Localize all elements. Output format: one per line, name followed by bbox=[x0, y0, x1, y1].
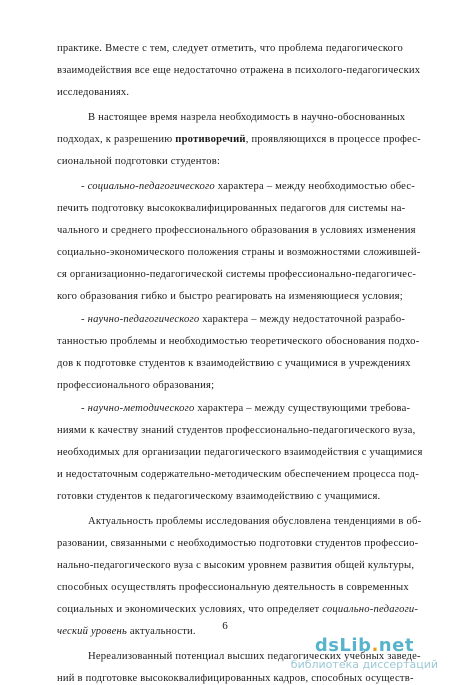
text-segment: профессионального образования; bbox=[57, 380, 215, 391]
text-line bbox=[57, 490, 403, 503]
text-segment: - bbox=[81, 181, 88, 192]
text-line bbox=[88, 515, 422, 528]
text-segment: практике. Вместе с тем, следует отметить, что проблема педагогического bbox=[57, 43, 403, 54]
italic-term: научно-методического bbox=[87, 403, 195, 414]
text-line bbox=[57, 224, 416, 237]
text-line bbox=[57, 202, 406, 215]
watermark-logo-main: dsLib bbox=[314, 635, 372, 656]
text-segment: разовании, связанными с необходимостью подготовки студентов профессио- bbox=[57, 538, 419, 549]
text-line bbox=[57, 42, 403, 55]
italic-term: социально-педагогического bbox=[87, 181, 215, 192]
text-line bbox=[57, 246, 421, 259]
text-line bbox=[57, 446, 423, 459]
text-segment: танностью проблемы и необходимостью теоретического обоснования подхо- bbox=[57, 336, 420, 347]
text-segment: печить подготовку высококвалифицированных педагогов для системы на- bbox=[57, 203, 406, 214]
text-segment: Нереализованный потенциал высших педагогических учебных заведе- bbox=[88, 651, 421, 662]
text-segment: - bbox=[81, 403, 88, 414]
italic-term: социально-педагоги- bbox=[322, 604, 419, 615]
text-segment: нально-педагогического вуза с высоким уровнем развития общей культуры, bbox=[57, 560, 415, 571]
text-segment: дов к подготовке студентов к взаимодействию с учащимися в учреждениях bbox=[57, 358, 411, 369]
watermark bbox=[291, 635, 438, 671]
text-line bbox=[81, 313, 406, 326]
bold-term: противоречий bbox=[175, 134, 246, 145]
text-line bbox=[57, 603, 419, 616]
text-segment: ниями к качеству знаний студентов профессионально-педагогического вуза, bbox=[57, 425, 416, 436]
text-line bbox=[57, 86, 403, 99]
text-segment: сиональной подготовки студентов: bbox=[57, 156, 221, 167]
watermark-logo-dot: . bbox=[371, 635, 379, 656]
text-segment: Актуальность проблемы исследования обусловлена тенденциями в об- bbox=[88, 516, 422, 527]
italic-term: научно-педагогического bbox=[87, 314, 200, 325]
watermark-logo bbox=[291, 635, 438, 656]
italic-term: ческий уровень bbox=[57, 626, 128, 637]
text-line bbox=[57, 424, 416, 437]
text-segment: характера – между необходимостью обес- bbox=[214, 181, 416, 192]
text-segment: актуальности. bbox=[127, 626, 196, 637]
text-line bbox=[57, 155, 403, 168]
text-line bbox=[57, 468, 419, 481]
text-segment: необходимых для организации педагогического взаимодействия с учащимися bbox=[57, 447, 423, 458]
text-line bbox=[57, 537, 419, 550]
text-segment: и недостаточным содержательно-методическим обеспечением процесса под- bbox=[57, 469, 419, 480]
text-segment: подходах, к разрешению bbox=[57, 134, 176, 145]
text-line bbox=[57, 335, 420, 348]
text-segment: - bbox=[81, 314, 88, 325]
page-number: 6 bbox=[222, 620, 228, 632]
text-segment: социальных и экономических условиях, что определяет bbox=[57, 604, 323, 615]
text-line bbox=[57, 672, 414, 685]
text-segment: чального и среднего профессионального образования в условиях изменения bbox=[57, 225, 416, 236]
text-line bbox=[57, 559, 415, 572]
text-line bbox=[57, 357, 411, 370]
text-line bbox=[57, 581, 409, 594]
text-segment: , проявляющихся в процессе профес- bbox=[245, 134, 421, 145]
text-segment: социально-экономического положения страны и возможностями сложившей- bbox=[57, 247, 421, 258]
text-line bbox=[81, 180, 416, 193]
watermark-subtitle: библиотека диссертаций bbox=[290, 658, 438, 671]
text-segment: готовки студентов к педагогическому взаимодействию с учащимися. bbox=[57, 491, 381, 502]
text-segment: В настоящее время назрела необходимость в научно-обоснованных bbox=[88, 112, 406, 123]
text-line bbox=[57, 290, 403, 303]
watermark-logo-tld: net bbox=[378, 635, 414, 656]
text-segment: характера – между существующими требова- bbox=[194, 403, 411, 414]
text-segment: исследованиях. bbox=[57, 87, 130, 98]
text-line bbox=[57, 133, 421, 146]
text-line bbox=[57, 379, 403, 392]
text-segment: способных осуществлять профессиональную деятельность в современных bbox=[57, 582, 409, 593]
text-line bbox=[81, 402, 411, 415]
text-segment: ся организационно-педагогической системы профессионально-педагогичес- bbox=[57, 269, 417, 280]
text-line bbox=[57, 64, 421, 77]
text-line bbox=[88, 111, 406, 124]
text-segment: взаимодействия все еще недостаточно отражена в психолого-педагогических bbox=[57, 65, 421, 76]
text-segment: ний в подготовке высококвалифицированных кадров, способных осуществ- bbox=[57, 673, 414, 684]
text-segment: характера – между недостаточной разрабо- bbox=[199, 314, 406, 325]
text-line bbox=[57, 268, 417, 281]
text-segment: кого образования гибко и быстро реагировать на изменяющиеся условия; bbox=[57, 291, 403, 302]
